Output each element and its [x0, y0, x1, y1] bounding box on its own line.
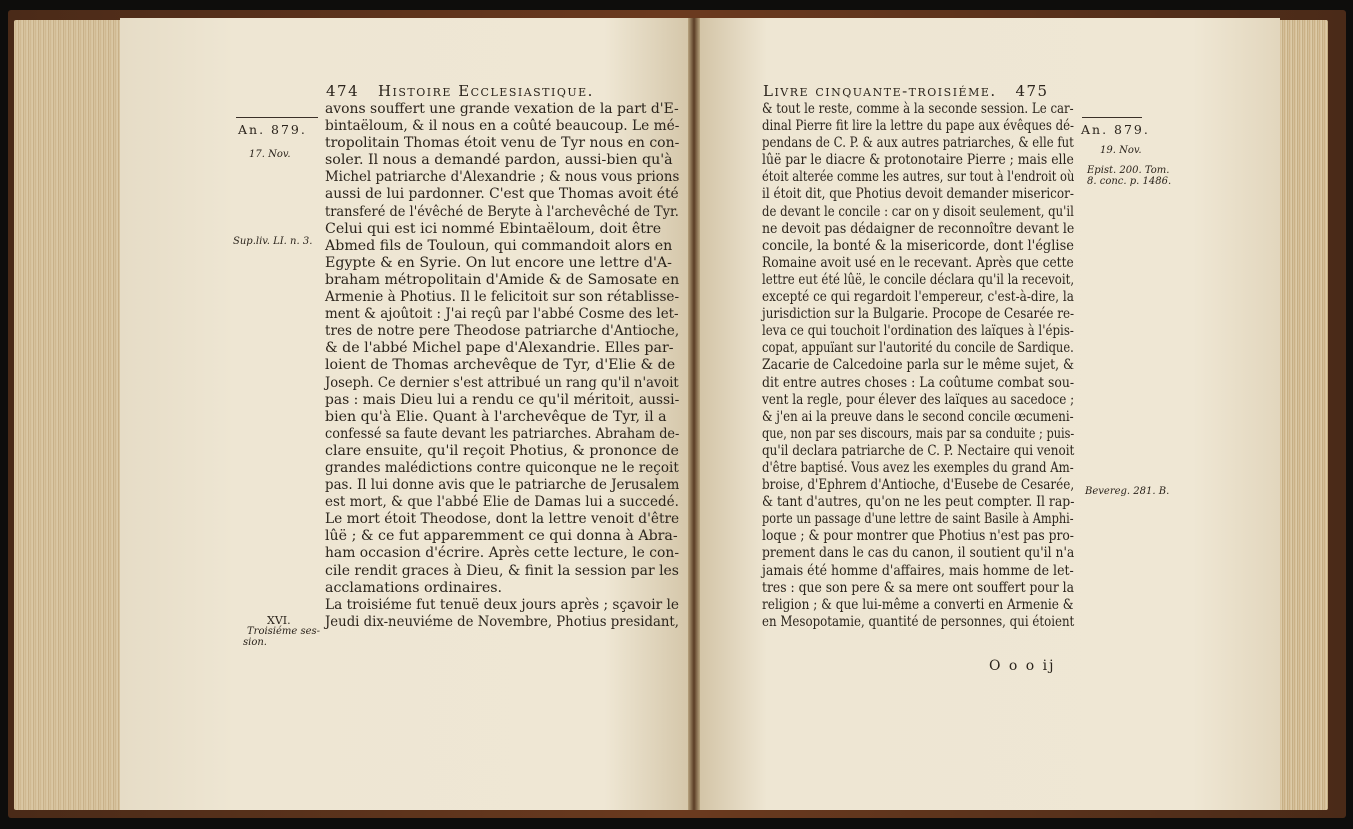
left-margin-reference: Sup.liv. LI. n. 3.	[233, 236, 313, 247]
text-line: de devant le concile : car on y disoit seulement, qu'il	[762, 203, 1074, 220]
text-line: prement dans le cas du canon, il soutient qu'il n'a	[762, 545, 1075, 562]
text-line: excepté ce qui regardoit l'empereur, c'est-à-dire, la	[762, 289, 1074, 306]
text-line: ne devoit pas dédaigner de reconnoître devant le	[762, 220, 1075, 237]
text-line: avons souffert une grande vexation de la part d'E-	[325, 101, 679, 117]
text-line: d'être baptisé. Vous avez les exemples du grand Am-	[762, 459, 1074, 476]
right-margin-year: An. 879.	[1081, 122, 1150, 137]
text-line: & de l'abbé Michel pape d'Alexandrie. Elles par-	[325, 340, 674, 357]
page-edges-right	[1278, 20, 1328, 810]
text-line: lûë ; & ce fut apparemment ce qui donna à Abra-	[325, 528, 678, 545]
text-line: braham métropolitain d'Amide & de Samosate en	[325, 271, 680, 288]
text-line: broise, d'Ephrem d'Antioche, d'Eusebe de Cesarée,	[762, 477, 1075, 494]
text-line: religion ; & que lui-même a converti en Armenie &	[762, 596, 1074, 613]
left-running-head	[326, 82, 594, 100]
text-line: Joseph. Ce dernier s'est attribué un rang qu'il n'avoit	[325, 374, 679, 391]
text-line: pendans de C. P. & aux autres patriarches, & elle fut	[762, 135, 1074, 152]
left-margin-section-title-2: sion.	[243, 637, 267, 648]
text-line: tres de notre pere Theodose patriarche d'Antioche,	[325, 323, 680, 340]
text-line: tropolitain Thomas étoit venu de Tyr nous en con-	[325, 135, 680, 152]
text-line: pas : mais Dieu lui a rendu ce qu'il méritoit, aussi-	[325, 391, 680, 408]
text-line: transferé de l'évêché de Beryte à l'archevêché de Tyr.	[325, 203, 679, 220]
text-line: en Mesopotamie, quantité de personnes, qui étoient	[762, 613, 1075, 630]
text-line: copat, appuïant sur l'autorité du concile de Sardique.	[762, 340, 1074, 357]
text-line: La troisiéme fut tenuë deux jours après ; sçavoir le	[325, 596, 679, 613]
text-line: vent la regle, pour élever des laïques au sacedoce ;	[762, 391, 1075, 408]
left-body-text	[325, 101, 679, 631]
left-margin-section-number: XVI.	[267, 614, 291, 627]
left-running-title: Histoire Ecclesiastique.	[377, 82, 594, 100]
right-margin-reference-2: 8. conc. p. 1486.	[1087, 176, 1172, 187]
text-line: que, non par ses discours, mais par sa conduite ; puis-	[762, 425, 1075, 442]
text-line: jamais été homme d'affaires, mais homme de let-	[762, 562, 1074, 579]
left-page-number: 474	[326, 82, 360, 100]
text-line: lettre eut été lûë, le concile déclara qu'il la recevoit,	[762, 271, 1075, 288]
text-line: pas. Il lui donne avis que le patriarche de Jerusalem	[325, 477, 680, 494]
text-line: aussi de lui pardonner. C'est que Thomas avoit été	[325, 186, 679, 203]
text-line: étoit alterée comme les autres, sur tout à l'endroit où	[762, 169, 1075, 186]
text-line: acclamations ordinaires.	[325, 579, 503, 596]
text-line: Le mort étoit Theodose, dont la lettre venoit d'être	[325, 511, 680, 528]
right-running-head	[763, 82, 1049, 100]
text-line: Celui qui est ici nommé Ebintaëloum, doit être	[325, 220, 662, 237]
text-line: & tout le reste, comme à la seconde session. Le car-	[762, 101, 1074, 117]
text-line: Romaine avoit usé en le recevant. Après que cette	[762, 254, 1074, 271]
text-line: qu'il declara patriarche de C. P. Nectaire qui venoit	[762, 442, 1075, 459]
text-line: lûë par le diacre & protonotaire Pierre ; mais elle	[762, 152, 1074, 169]
text-line: clare ensuite, qu'il reçoit Photius, & prononce de	[325, 442, 679, 459]
text-line: Jeudi dix-neuviéme de Novembre, Photius presidant,	[325, 613, 679, 630]
text-line: leva ce qui touchoit l'ordination des laïques à l'épis-	[762, 323, 1074, 340]
text-line: concile, la bonté & la misericorde, dont l'église	[762, 237, 1074, 254]
left-margin-date: 17. Nov.	[249, 149, 291, 160]
right-margin-reference-3: Bevereg. 281. B.	[1085, 486, 1170, 497]
right-running-title: Livre cinquante-troisiéme.	[763, 82, 997, 100]
text-line: & j'en ai la preuve dans le second concile œcumeni-	[762, 408, 1074, 425]
text-line: Abmed fils de Touloun, qui commandoit alors en	[325, 237, 673, 254]
right-margin-reference-1: Epist. 200. Tom.	[1087, 165, 1170, 176]
right-page-number: 475	[1015, 82, 1049, 100]
right-margin-rule	[1082, 117, 1142, 118]
text-line: ham occasion d'écrire. Après cette lecture, le con-	[325, 545, 680, 562]
text-line: jurisdiction sur la Bulgarie. Procope de Cesarée re-	[762, 306, 1075, 323]
signature-mark: O o o ij	[989, 658, 1056, 674]
text-line: il étoit dit, que Photius devoit demander misericor-	[762, 186, 1074, 203]
text-line: loient de Thomas archevêque de Tyr, d'Elie & de	[325, 357, 676, 374]
text-line: ment & ajoûtoit : J'ai reçû par l'abbé Cosme des let-	[325, 306, 679, 323]
text-line: loque ; & pour montrer que Photius n'est pas pro-	[762, 528, 1074, 545]
text-line: tres : que son pere & sa mere ont souffert pour la	[762, 579, 1075, 596]
text-line: Zacarie de Calcedoine parla sur le même sujet, &	[762, 357, 1075, 374]
text-line: bintaëloum, & il nous en a coûté beaucoup. Le mé-	[325, 118, 680, 135]
text-line: & tant d'autres, qu'on ne les peut compter. Il rap-	[762, 494, 1075, 511]
left-margin-section-title-1: Troisiéme ses-	[247, 626, 321, 637]
text-line: cile rendit graces à Dieu, & finit la session par les	[325, 562, 679, 579]
text-line: est mort, & que l'abbé Elie de Damas lui a succedé.	[325, 494, 679, 511]
text-line: confessé sa faute devant les patriarches. Abraham de-	[325, 425, 680, 442]
book-gutter	[688, 18, 700, 810]
right-body-text	[762, 101, 1074, 631]
text-line: Michel patriarche d'Alexandrie ; & nous vous prions	[325, 169, 680, 186]
text-line: soler. Il nous a demandé pardon, aussi-bien qu'à	[325, 152, 673, 169]
left-margin-rule	[236, 117, 318, 118]
text-line: Armenie à Photius. Il le felicitoit sur son rétablisse-	[325, 289, 680, 306]
left-margin-year: An. 879.	[238, 122, 307, 137]
page-edges-left	[14, 20, 122, 810]
text-line: grandes malédictions contre quiconque ne le reçoit	[325, 459, 679, 476]
text-line: porte un passage d'une lettre de saint Basile à Amphi-	[762, 511, 1074, 528]
text-line: Egypte & en Syrie. On lut encore une lettre d'A-	[325, 254, 672, 271]
text-line: dit entre autres choses : La coûtume combat sou-	[762, 374, 1075, 391]
text-line: dinal Pierre fit lire la lettre du pape aux évêques dé-	[762, 118, 1075, 135]
text-line: bien qu'à Elie. Quant à l'archevêque de Tyr, il a	[325, 408, 667, 425]
right-margin-date: 19. Nov.	[1100, 145, 1142, 156]
